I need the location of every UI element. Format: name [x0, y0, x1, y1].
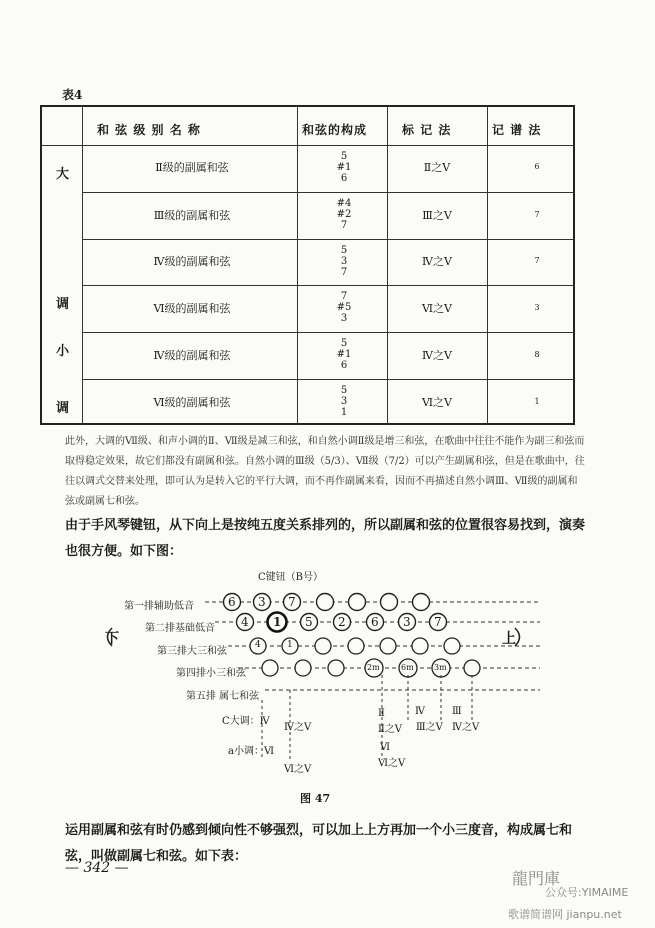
direction-up-label: 上	[502, 631, 516, 647]
watermark-account: 公众号:YIMAIME	[545, 886, 629, 899]
button-label: 1	[287, 640, 293, 650]
table-cell-name: Ⅳ级的副属和弦	[153, 349, 231, 362]
diagram-title: C键钮（B号）	[258, 572, 323, 583]
table-cell-score: 8	[534, 350, 540, 359]
row-label: 第五排 属七和弦	[186, 691, 260, 702]
mark-label: Ⅵ	[380, 742, 391, 753]
direction-down-label: 下	[105, 631, 119, 647]
row-label: 第四排小三和弦	[176, 668, 246, 679]
note-paragraph: 此外，大调的Ⅶ级、和声小调的Ⅱ、Ⅶ级是减三和弦，和自然小调Ⅱ级是增三和弦，在歌曲中往往不能作为副三和弦而取得稳定效果，故它们都没有副属和弦。自然小调的Ⅲ级（5/3）、Ⅶ级（7/2）可以产生副属和弦，但是在歌曲中，往往以调式交替来处理，即可认为是转入它的平行大调，而不再作副属来看，因而不再描述自然小调Ⅲ、Ⅶ级的副属和弦或副属七和弦。	[65, 436, 585, 507]
row-label: 第一排辅助低音	[124, 601, 194, 612]
table-cell-notation: Ⅳ之Ⅴ	[422, 349, 452, 362]
mark-label: Ⅱ之Ⅴ	[378, 724, 403, 735]
button-label: 7	[434, 615, 442, 629]
body-paragraph: 运用副属和弦有时仍感到倾向性不够强烈，可以加上上方再加一个小三度音，构成属七和弦，叫做副属七和弦。如下表：	[65, 823, 573, 864]
figure-caption: 图 47	[300, 792, 331, 805]
button-label: 6	[228, 595, 236, 609]
table-cell-stack: 5 #1 6	[336, 338, 352, 371]
side-label: 调	[56, 401, 70, 416]
header-chord-name: 和 弦 级 别 名 称	[97, 123, 201, 137]
button-label: 7	[288, 595, 296, 609]
chord-button	[315, 638, 331, 654]
row-label: 第三排大三和弦	[157, 646, 227, 657]
button-label: 1	[273, 615, 282, 629]
row1-buttons	[224, 594, 430, 611]
row3-buttons	[250, 638, 460, 654]
table-cell-stack: 5 #1 6	[336, 151, 352, 184]
minor-key-label: a小调：Ⅵ	[228, 746, 275, 757]
page-number: — 342 —	[65, 860, 129, 876]
bass-button	[413, 594, 430, 611]
button-label: 2	[338, 615, 346, 629]
bass-button	[381, 594, 398, 611]
watermark-url: 歌谱简谱网 jianpu.net	[508, 908, 622, 921]
body-paragraph: 由于手风琴键钮，从下向上是按纯五度关系排列的，所以副属和弦的位置很容易找到，演奏也很方便。如下图：	[65, 518, 586, 559]
chord-button	[464, 660, 480, 676]
chord-button	[295, 660, 311, 676]
header-score: 记 谱 法	[492, 123, 542, 137]
header-chord-structure: 和弦的构成	[302, 123, 368, 137]
watermark-logo: 龍門庫	[512, 869, 561, 888]
side-label: 大	[56, 167, 70, 182]
table-cell-name: Ⅳ级的副属和弦	[153, 255, 231, 268]
table-cell-notation: Ⅵ之Ⅴ	[421, 302, 452, 315]
table-cell-name: Ⅵ级的副属和弦	[153, 302, 231, 315]
chord-button	[412, 638, 428, 654]
table-cell-name: Ⅲ级的副属和弦	[153, 209, 231, 222]
button-label: 3	[258, 595, 266, 609]
button-label: 3m	[434, 663, 447, 672]
table-cell-notation: Ⅳ之Ⅴ	[422, 255, 452, 268]
header-notation: 标 记 法	[402, 123, 452, 137]
right-bracket	[515, 628, 520, 646]
mark-label: Ⅱ	[378, 708, 385, 719]
mark-label: Ⅲ	[452, 706, 462, 717]
table-cell-stack: #4 #2 7	[336, 198, 352, 231]
table-cell-stack: 5 3 7	[340, 245, 348, 278]
table-label: 表4	[62, 88, 83, 102]
table-cell-notation: Ⅲ之Ⅴ	[422, 209, 452, 222]
side-label: 调	[56, 297, 70, 312]
chord-button	[262, 660, 278, 676]
button-label: 6	[371, 615, 379, 629]
mark-label: Ⅲ之Ⅴ	[416, 722, 443, 733]
major-key-label: C大调：Ⅳ	[222, 716, 270, 727]
table-cell-name: Ⅵ级的副属和弦	[153, 396, 231, 409]
button-label: 4	[255, 640, 261, 650]
bass-button	[349, 594, 366, 611]
mark-label: Ⅵ之Ⅴ	[284, 764, 312, 775]
button-label: 6m	[401, 663, 414, 672]
table-cell-score: 3	[534, 303, 540, 312]
table-cell-notation: Ⅵ之Ⅴ	[421, 396, 452, 409]
left-bracket	[108, 628, 113, 646]
side-label: 小	[56, 344, 70, 359]
table-cell-notation: Ⅱ之Ⅴ	[423, 161, 451, 174]
table-cell-score: 1	[534, 397, 540, 406]
button-label: 3	[403, 615, 411, 629]
table-cell-score: 6	[534, 162, 540, 171]
mark-label: Ⅳ之Ⅴ	[284, 722, 312, 733]
table-cell-stack: 5 3 1	[340, 385, 348, 418]
chord-button	[444, 638, 460, 654]
button-label: 4	[241, 615, 249, 629]
table-cell-score: 7	[534, 210, 540, 219]
table-cell-stack: 7 #5 3	[336, 291, 352, 324]
mark-label: Ⅵ之Ⅴ	[378, 758, 406, 769]
chord-button	[348, 638, 364, 654]
mark-label: Ⅳ之Ⅴ	[452, 722, 480, 733]
button-label: 2m	[367, 663, 380, 672]
table-cell-name: Ⅱ级的副属和弦	[155, 161, 229, 174]
chord-button	[380, 638, 396, 654]
row-label: 第二排基础低音	[145, 623, 215, 634]
button-label: 5	[305, 615, 313, 629]
chord-button	[328, 660, 344, 676]
mark-label: Ⅳ	[415, 706, 425, 717]
bass-button	[317, 594, 334, 611]
table-cell-score: 7	[534, 256, 540, 265]
